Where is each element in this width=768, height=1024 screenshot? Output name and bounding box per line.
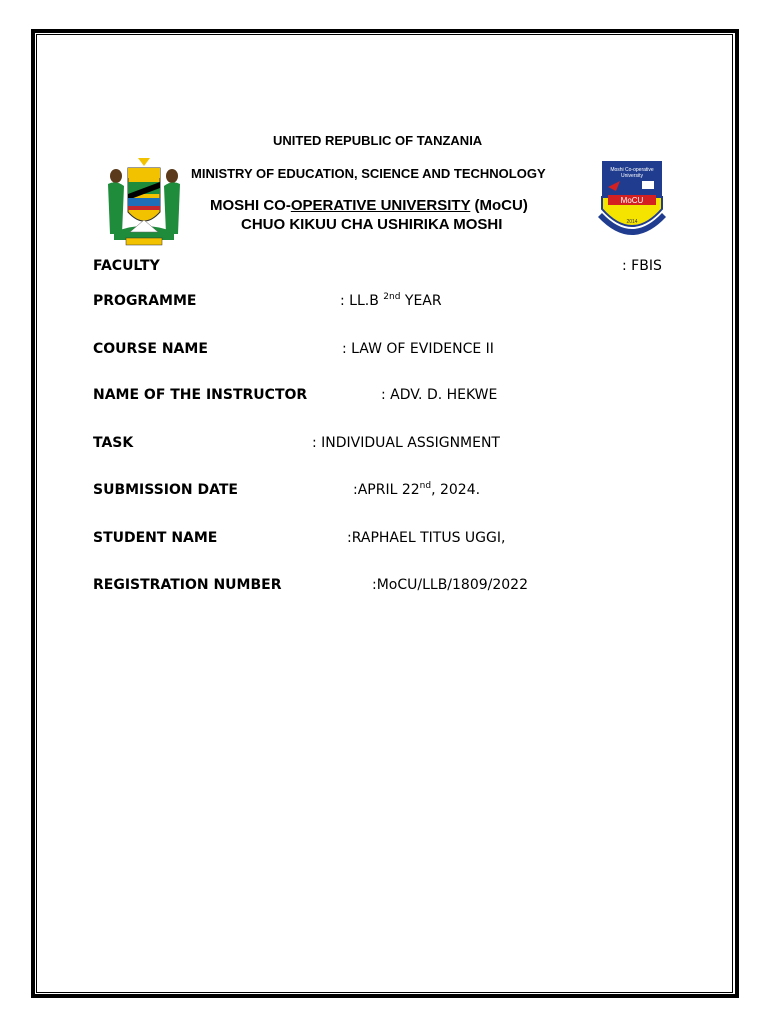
country-heading: UNITED REPUBLIC OF TANZANIA (273, 133, 483, 148)
instructor-value: : ADV. D. HEKWE (381, 387, 498, 403)
student-name-value: :RAPHAEL TITUS UGGI, (347, 530, 506, 546)
faculty-label: FACULTY (93, 258, 160, 274)
submission-date-value: :APRIL 22nd, 2024. (353, 481, 481, 498)
course-label: COURSE NAME (93, 341, 208, 357)
task-value: : INDIVIDUAL ASSIGNMENT (312, 435, 500, 451)
registration-number-label: REGISTRATION NUMBER (93, 577, 282, 593)
instructor-label: NAME OF THE INSTRUCTOR (93, 387, 308, 403)
svg-text:MoCU: MoCU (620, 196, 644, 205)
university-swahili-name: CHUO KIKUU CHA USHIRIKA MOSHI (241, 216, 503, 233)
mocu-university-logo-icon (592, 157, 672, 245)
ministry-heading: MINISTRY OF EDUCATION, SCIENCE AND TECHNOLOGY (191, 166, 546, 181)
programme-label: PROGRAMME (93, 293, 197, 309)
tanzania-coat-of-arms-icon (100, 154, 188, 248)
task-label: TASK (93, 435, 134, 451)
student-name-label: STUDENT NAME (93, 530, 218, 546)
university-name: MOSHI CO-OPERATIVE UNIVERSITY (MoCU) (210, 197, 528, 214)
svg-text:University: University (621, 173, 643, 179)
submission-date-label: SUBMISSION DATE (93, 482, 238, 498)
course-value: : LAW OF EVIDENCE II (342, 341, 494, 357)
faculty-value: : FBIS (622, 258, 662, 274)
svg-text:2014: 2014 (626, 219, 638, 225)
programme-value: : LL.B $^{2nd}$ YEAR (340, 292, 442, 309)
registration-number-value: :MoCU/LLB/1809/2022 (372, 577, 528, 593)
svg-text:Moshi Co-operative: Moshi Co-operative (610, 167, 654, 173)
